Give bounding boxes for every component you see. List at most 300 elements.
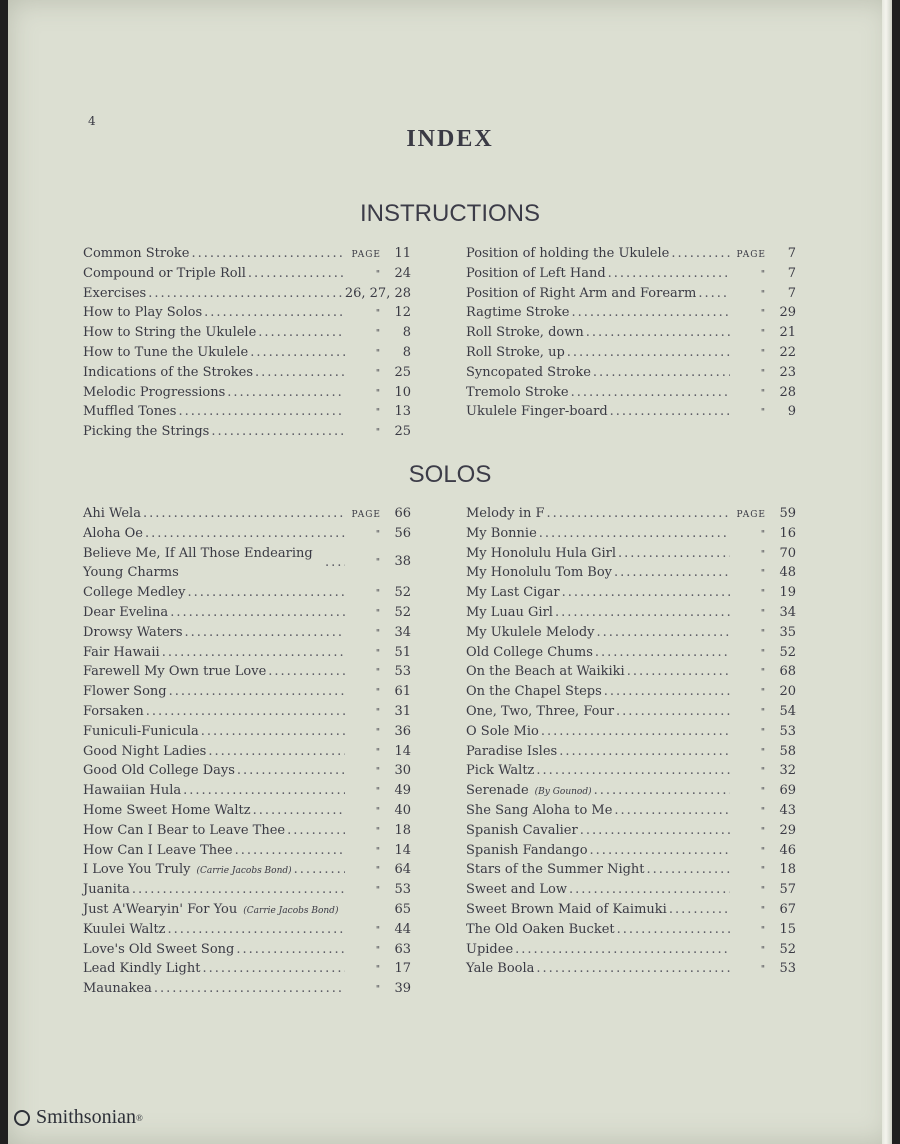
entry-page-ref <box>347 682 411 704</box>
index-entry <box>466 603 796 623</box>
dot-leader <box>562 583 730 603</box>
entry-title: Farewell My Own true Love <box>83 664 267 680</box>
entry-page-ref <box>347 603 411 625</box>
page-prefix: " <box>760 289 766 300</box>
page-number-ref: 32 <box>779 763 796 779</box>
page-number-ref: 56 <box>394 525 411 541</box>
page-prefix: " <box>760 727 766 738</box>
index-entry <box>466 722 796 742</box>
entry-page-ref <box>732 603 796 625</box>
dot-leader <box>253 801 345 821</box>
dot-leader <box>211 422 345 442</box>
page-number-ref: 7 <box>787 285 796 301</box>
entry-page-ref <box>387 900 411 920</box>
dot-leader <box>569 880 730 900</box>
page-prefix: " <box>760 648 766 659</box>
page-number-ref: 36 <box>394 723 411 739</box>
dot-leader <box>586 323 730 343</box>
entry-title: Indications of the Strokes <box>83 364 254 380</box>
entry-page-ref <box>347 524 411 546</box>
page-prefix: " <box>760 826 766 837</box>
page-prefix: " <box>375 965 381 976</box>
index-entry <box>83 979 411 999</box>
index-entry <box>83 900 411 920</box>
dot-leader <box>614 801 730 821</box>
solos-right-column <box>466 504 796 979</box>
entry-title: Home Sweet Home Waltz <box>83 802 251 818</box>
entry-page-ref <box>347 761 411 783</box>
page-prefix: " <box>375 787 381 798</box>
entry-page-ref <box>345 284 411 304</box>
index-entry <box>83 841 411 861</box>
entry-title: How to Tune the Ukulele <box>83 344 249 360</box>
page-prefix: " <box>375 707 381 718</box>
dot-leader <box>294 860 345 880</box>
entry-page-ref <box>347 821 411 843</box>
entry-title: Dear Evelina <box>83 604 169 620</box>
entry-page-ref <box>732 920 796 942</box>
page-number-ref: 46 <box>779 842 796 858</box>
entry-composer-note: (Carrie Jacobs Bond) <box>243 905 339 916</box>
entry-page-ref <box>347 781 411 803</box>
index-entry <box>83 323 411 343</box>
page-number-ref: 58 <box>779 743 796 759</box>
entry-title: My Bonnie <box>466 525 537 541</box>
page-number-ref: 52 <box>394 604 411 620</box>
page-prefix: " <box>375 688 381 699</box>
page-prefix: " <box>760 549 766 560</box>
entry-title: Old College Chums <box>466 644 593 660</box>
entry-title: Compound or Triple Roll <box>83 265 246 281</box>
page-prefix: " <box>760 886 766 897</box>
page-number-ref: 16 <box>779 525 796 541</box>
entry-page-ref <box>347 662 411 684</box>
entry-page-ref <box>347 920 411 942</box>
index-entry <box>466 959 796 979</box>
dot-leader <box>559 742 730 762</box>
entry-composer-note: (By Gounod) <box>534 787 592 798</box>
page-number-ref: 19 <box>779 585 796 601</box>
page-prefix: PAGE <box>736 250 766 260</box>
entry-page-ref <box>347 402 411 424</box>
index-entry <box>466 524 796 544</box>
index-entry <box>83 781 411 801</box>
index-entry <box>83 244 411 264</box>
page-number-ref: 18 <box>394 822 411 838</box>
entry-title: Roll Stroke, down <box>466 325 584 341</box>
entry-title: Ahi Wela <box>83 506 141 521</box>
dot-leader <box>536 761 730 781</box>
dot-leader <box>145 524 345 544</box>
page-prefix: " <box>760 608 766 619</box>
dot-leader <box>185 623 345 643</box>
page-prefix: " <box>375 628 381 639</box>
entry-title: Lead Kindly Light <box>83 961 201 977</box>
entry-page-ref <box>732 402 796 424</box>
page-number-ref: 25 <box>394 364 411 380</box>
entry-title: Spanish Fandango <box>466 842 588 858</box>
page-number-ref: 38 <box>394 554 411 570</box>
page-number-ref: 65 <box>394 901 411 917</box>
entry-page-ref <box>732 323 796 345</box>
entry-title: Syncopated Stroke <box>466 364 591 380</box>
page-number-ref: 40 <box>394 802 411 818</box>
index-entry <box>466 940 796 960</box>
dot-leader <box>536 959 730 979</box>
page-number-ref: 59 <box>779 506 796 521</box>
entry-title: Drowsy Waters <box>83 624 183 640</box>
page-number-ref: 13 <box>394 404 411 420</box>
instructions-heading: INSTRUCTIONS <box>360 200 540 227</box>
entry-page-ref <box>732 284 796 306</box>
page-prefix: " <box>375 668 381 679</box>
entry-title: Good Night Ladies <box>83 743 207 759</box>
index-entry <box>83 422 411 442</box>
dot-leader <box>595 643 730 663</box>
entry-page-ref <box>347 323 411 345</box>
index-entry <box>83 264 411 284</box>
dot-leader <box>617 920 730 940</box>
entry-title: Fair Hawaii <box>83 644 160 660</box>
entry-page-ref <box>732 841 796 863</box>
entry-title: Position of Right Arm and Forearm <box>466 285 697 301</box>
entry-page-ref <box>732 702 796 724</box>
entry-title: My Luau Girl <box>466 604 553 620</box>
index-entry <box>83 303 411 323</box>
page-prefix: " <box>760 846 766 857</box>
entry-page-ref <box>347 979 411 1001</box>
page-number-ref: 52 <box>779 941 796 957</box>
index-entry <box>466 781 796 801</box>
entry-page-ref <box>732 504 796 526</box>
entry-page-ref <box>732 900 796 922</box>
dot-leader <box>610 402 730 422</box>
page-number-ref: 53 <box>779 723 796 739</box>
entry-page-ref <box>347 860 411 882</box>
page-number-ref: 53 <box>394 664 411 680</box>
index-entry <box>83 402 411 422</box>
dot-leader <box>187 583 345 603</box>
entry-page-ref <box>732 959 796 981</box>
page-number-ref: 29 <box>779 822 796 838</box>
entry-page-ref <box>732 303 796 325</box>
page-number: 4 <box>88 114 96 128</box>
entry-page-ref <box>732 662 796 684</box>
dot-leader <box>555 603 730 623</box>
dot-leader <box>541 722 730 742</box>
index-entry <box>466 920 796 940</box>
dot-leader <box>237 761 345 781</box>
dot-leader <box>671 244 730 264</box>
entry-page-ref <box>347 940 411 962</box>
entry-title: My Honolulu Hula Girl <box>466 545 617 561</box>
index-entry <box>83 662 411 682</box>
page-number-ref: 18 <box>779 862 796 878</box>
entry-title: Funiculi-Funicula <box>83 723 199 739</box>
index-entry <box>83 544 411 584</box>
page-number-ref: 54 <box>779 703 796 719</box>
dot-leader <box>669 900 730 920</box>
entry-page-ref <box>732 264 796 286</box>
entry-title: Good Old College Days <box>83 763 235 779</box>
page-number-ref: 25 <box>394 424 411 440</box>
dot-leader <box>146 702 345 722</box>
page-prefix: " <box>375 558 381 569</box>
page-number-ref: 70 <box>779 545 796 561</box>
index-entry <box>466 742 796 762</box>
page-prefix: " <box>760 329 766 340</box>
watermark-text: Smithsonian <box>36 1106 137 1128</box>
entry-page-ref <box>732 682 796 704</box>
index-entry <box>466 303 796 323</box>
dot-leader <box>539 524 730 544</box>
page-number-ref: 17 <box>394 961 411 977</box>
page-prefix: " <box>375 529 381 540</box>
entry-title: I Love You Truly <box>83 862 191 878</box>
page-number-ref: 8 <box>402 344 411 360</box>
entry-title: Position of holding the Ukulele <box>466 246 670 261</box>
entry-title: On the Chapel Steps <box>466 684 602 700</box>
page-number-ref: 29 <box>779 305 796 321</box>
index-entry <box>466 623 796 643</box>
page-number-ref: 24 <box>394 265 411 281</box>
index-entry <box>83 643 411 663</box>
dot-leader <box>162 643 345 663</box>
page-number-ref: 48 <box>779 565 796 581</box>
index-entry <box>466 244 796 264</box>
page-prefix: " <box>375 747 381 758</box>
page-prefix: " <box>375 368 381 379</box>
dot-leader <box>248 264 345 284</box>
instructions-left-column <box>83 244 411 442</box>
page-prefix: " <box>375 925 381 936</box>
entry-title: Position of Left Hand <box>466 265 606 281</box>
page-number-ref: 52 <box>394 585 411 601</box>
index-entry <box>466 402 796 422</box>
entry-page-ref <box>347 623 411 645</box>
entry-title: Sweet Brown Maid of Kaimuki <box>466 901 667 917</box>
index-entry <box>83 920 411 940</box>
index-entry <box>466 323 796 343</box>
index-entry <box>83 583 411 603</box>
entry-title: How Can I Bear to Leave Thee <box>83 822 286 838</box>
dot-leader <box>593 363 730 383</box>
index-entry <box>83 761 411 781</box>
entry-page-ref <box>347 383 411 405</box>
index-entry <box>83 742 411 762</box>
page-number-ref: 49 <box>394 783 411 799</box>
page-number-ref: 34 <box>394 624 411 640</box>
index-entry <box>466 662 796 682</box>
dot-leader <box>546 504 730 524</box>
dot-leader <box>250 343 345 363</box>
index-entry <box>466 821 796 841</box>
entry-title: My Last Cigar <box>466 585 560 601</box>
page-prefix: " <box>760 747 766 758</box>
dot-leader <box>236 940 345 960</box>
index-entry <box>466 761 796 781</box>
page-prefix: " <box>760 866 766 877</box>
page-prefix: " <box>760 269 766 280</box>
entry-title: Ukulele Finger-board <box>466 404 608 420</box>
index-entry <box>466 363 796 383</box>
page-prefix: " <box>760 668 766 679</box>
entry-page-ref <box>732 583 796 605</box>
entry-composer-note: (Carrie Jacobs Bond) <box>196 866 292 877</box>
entry-page-ref <box>732 742 796 764</box>
entry-page-ref <box>347 702 411 724</box>
entry-title: Aloha Oe <box>83 525 143 541</box>
dot-leader <box>590 841 730 861</box>
page-number-ref: 20 <box>779 684 796 700</box>
page-prefix: " <box>760 925 766 936</box>
dot-leader <box>698 284 730 304</box>
page-prefix: " <box>760 309 766 320</box>
index-entry <box>466 682 796 702</box>
page-prefix: PAGE <box>736 510 766 520</box>
page-prefix: " <box>375 826 381 837</box>
index-entry <box>83 821 411 841</box>
page-prefix: " <box>375 309 381 320</box>
page-prefix: " <box>375 886 381 897</box>
dot-leader <box>647 860 730 880</box>
dot-leader <box>268 662 345 682</box>
entry-title: My Ukulele Melody <box>466 624 595 640</box>
smithsonian-sun-icon <box>14 1110 30 1126</box>
index-entry <box>466 504 796 524</box>
entry-title: Love's Old Sweet Song <box>83 941 235 957</box>
page-prefix: " <box>760 569 766 580</box>
entry-title: Serenade <box>466 783 529 799</box>
entry-page-ref <box>732 761 796 783</box>
page-prefix: " <box>375 388 381 399</box>
page-prefix: PAGE <box>351 250 381 260</box>
entry-page-ref <box>347 742 411 764</box>
index-entry <box>83 860 411 880</box>
entry-title: Flower Song <box>83 684 167 700</box>
index-entry <box>83 880 411 900</box>
entry-title: O Sole Mio <box>466 723 539 739</box>
entry-title: Hawaiian Hula <box>83 783 182 799</box>
page-number-ref: 43 <box>779 802 796 818</box>
dot-leader <box>287 821 345 841</box>
entry-page-ref <box>732 801 796 823</box>
page-number-ref: 9 <box>787 404 796 420</box>
page-prefix: " <box>760 707 766 718</box>
page-edge <box>882 0 892 1144</box>
entry-page-ref <box>347 422 411 444</box>
dot-leader <box>515 940 730 960</box>
entry-page-ref <box>347 303 411 325</box>
page-prefix: " <box>760 767 766 778</box>
page-prefix: " <box>375 866 381 877</box>
entry-page-ref <box>732 383 796 405</box>
page-number-ref: 7 <box>787 265 796 281</box>
entry-title: Roll Stroke, up <box>466 344 565 360</box>
entry-page-ref <box>347 264 411 286</box>
page-prefix: " <box>375 945 381 956</box>
entry-title: Spanish Cavalier <box>466 822 578 838</box>
entry-title: Juanita <box>83 882 130 898</box>
page-prefix: " <box>375 806 381 817</box>
page-number-ref: 53 <box>779 961 796 977</box>
dot-leader <box>571 383 730 403</box>
page-prefix: " <box>760 965 766 976</box>
index-entry <box>466 563 796 583</box>
index-entry <box>466 643 796 663</box>
page-prefix: " <box>375 589 381 600</box>
entry-title: On the Beach at Waikiki <box>466 664 625 680</box>
dot-leader <box>608 264 730 284</box>
dot-leader <box>154 979 345 999</box>
entry-title: Picking the Strings <box>83 424 210 440</box>
entry-page-ref <box>347 880 411 902</box>
entry-title: My Honolulu Tom Boy <box>466 565 613 581</box>
dot-leader <box>618 544 730 564</box>
entry-title: How to String the Ukulele <box>83 325 257 341</box>
page-number-ref: 61 <box>394 684 411 700</box>
index-entry <box>83 383 411 403</box>
page-prefix: " <box>375 428 381 439</box>
dot-leader <box>148 284 343 304</box>
page-number-ref: 23 <box>779 364 796 380</box>
index-entry <box>466 343 796 363</box>
page-prefix: " <box>375 348 381 359</box>
entry-page-ref <box>732 524 796 546</box>
index-entry <box>83 801 411 821</box>
page-prefix: " <box>375 608 381 619</box>
entry-page-ref <box>732 563 796 585</box>
page-prefix: " <box>375 648 381 659</box>
entry-title: One, Two, Three, Four <box>466 703 615 719</box>
page-number-ref: 66 <box>394 506 411 521</box>
page-prefix: " <box>760 806 766 817</box>
page-number-ref: 67 <box>779 901 796 917</box>
page-prefix: " <box>760 787 766 798</box>
dot-leader <box>258 323 345 343</box>
index-entry <box>83 722 411 742</box>
dot-leader <box>208 742 345 762</box>
entry-page-ref <box>347 722 411 744</box>
entry-title: Yale Boola <box>466 961 535 977</box>
page-number-ref: 30 <box>394 763 411 779</box>
entry-title: Forsaken <box>83 703 144 719</box>
entry-page-ref <box>732 880 796 902</box>
dot-leader <box>192 244 345 264</box>
entry-page-ref <box>732 643 796 665</box>
dot-leader <box>596 623 730 643</box>
entry-page-ref <box>732 363 796 385</box>
index-entry <box>466 900 796 920</box>
page-number-ref: 69 <box>779 783 796 799</box>
entry-title: How to Play Solos <box>83 305 203 321</box>
entry-page-ref <box>732 940 796 962</box>
page-number-ref: 21 <box>779 325 796 341</box>
entry-title: Melody in F <box>466 506 545 521</box>
dot-leader <box>571 303 730 323</box>
dot-leader <box>567 343 730 363</box>
index-entry <box>83 524 411 544</box>
page-number-ref: 8 <box>402 325 411 341</box>
entry-page-ref <box>347 552 411 574</box>
index-entry <box>83 682 411 702</box>
index-entry <box>466 880 796 900</box>
dot-leader <box>168 920 345 940</box>
dot-leader <box>255 363 345 383</box>
dot-leader <box>201 722 345 742</box>
index-entry <box>83 623 411 643</box>
entry-title: Upidee <box>466 941 514 957</box>
